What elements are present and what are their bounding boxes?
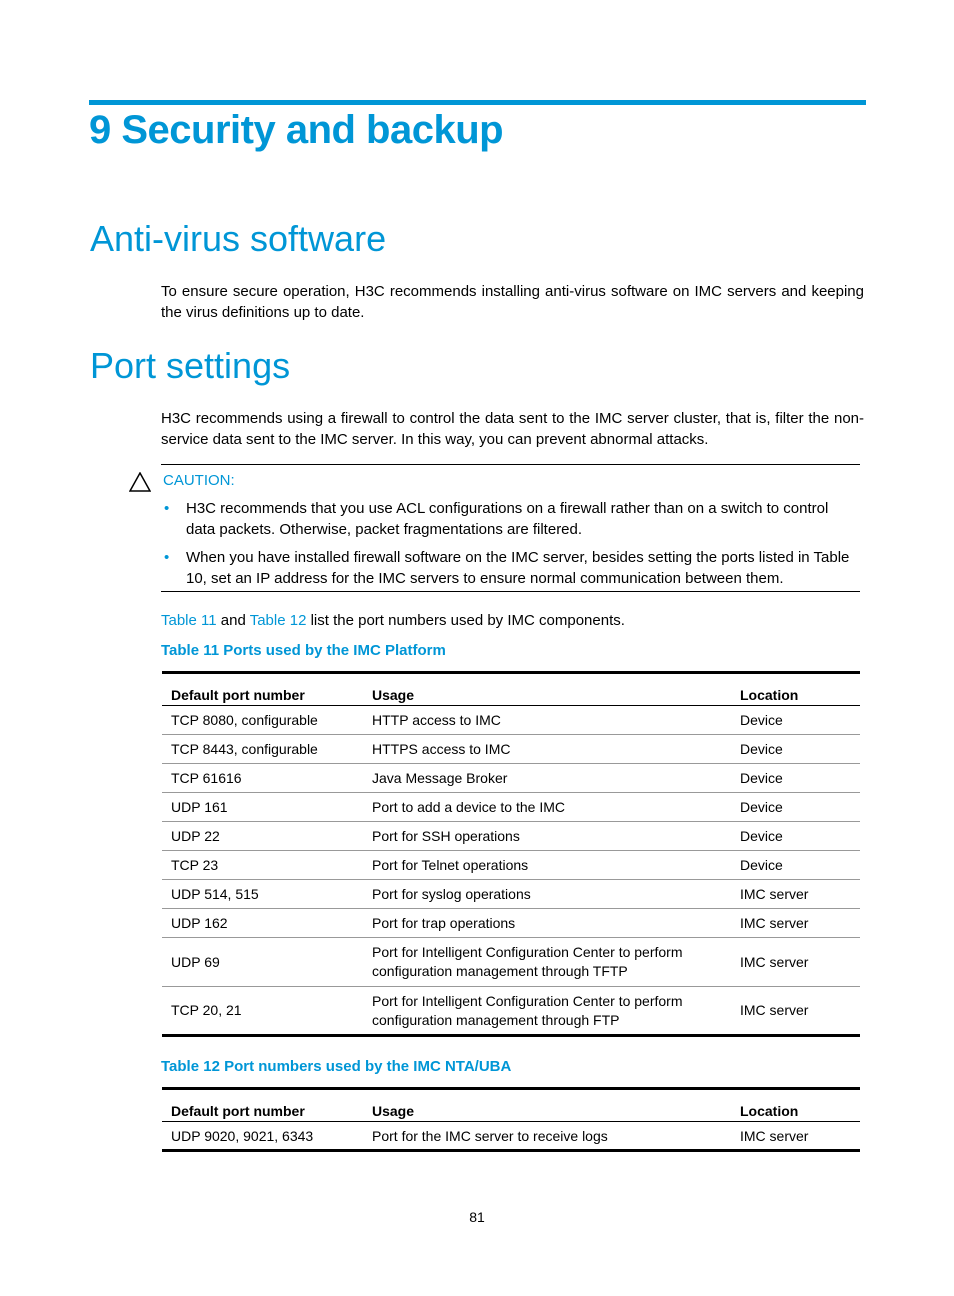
table-cell: Port for Intelligent Configuration Center to perform configuration management through TFTP (363, 938, 731, 987)
caution-item-text: When you have installed firewall software on the IMC server, besides setting the ports listed in Table 10, set an IP address for the IMC servers to ensure normal communication between them. (186, 549, 850, 587)
table-cell: UDP 9020, 9021, 6343 (171, 1127, 314, 1144)
table-reference-paragraph (161, 610, 864, 631)
table-row (162, 851, 860, 880)
column-header: Location (731, 674, 860, 706)
table-cell: UDP 514, 515 (162, 880, 363, 909)
section-heading-antivirus: Anti-virus software (90, 218, 387, 259)
table-cell: IMC server (740, 1127, 809, 1144)
table-cell: Device (731, 851, 860, 880)
column-header: Default port number (162, 674, 363, 706)
table-row (162, 764, 860, 793)
table-cell: Device (731, 793, 860, 822)
table11-bottom-rule (162, 1034, 860, 1037)
table-row (162, 987, 860, 1035)
table-row (162, 880, 860, 909)
ref-rest: list the port numbers used by IMC components. (306, 612, 625, 629)
table-row (162, 822, 860, 851)
table12-link[interactable]: Table 12 (249, 612, 307, 629)
antivirus-paragraph: To ensure secure operation, H3C recommends installing anti-virus software on IMC servers and keeping the virus definitions up to date. (161, 283, 864, 321)
column-header: Location (731, 1090, 860, 1122)
table-cell: Port for SSH operations (363, 822, 731, 851)
bullet-icon: • (164, 500, 170, 517)
caution-label: CAUTION: (163, 472, 235, 489)
table-cell: Device (731, 735, 860, 764)
table-cell: Port for syslog operations (363, 880, 731, 909)
table-cell: Port to add a device to the IMC (363, 793, 731, 822)
table-header-row (162, 1090, 860, 1122)
table-row (162, 793, 860, 822)
table-cell: IMC server (731, 938, 860, 987)
caution-item (161, 498, 860, 540)
table11 (162, 674, 860, 1035)
table-cell: UDP 69 (162, 938, 363, 987)
table-cell: UDP 162 (162, 909, 363, 938)
table-cell: TCP 20, 21 (171, 1002, 242, 1019)
table12-caption: Table 12 Port numbers used by the IMC NTA/UBA (161, 1058, 512, 1075)
table-cell: Port for Telnet operations (363, 851, 731, 880)
table-cell: Device (731, 764, 860, 793)
table12-bottom-rule (162, 1149, 860, 1152)
table-row (162, 706, 860, 735)
column-header: Usage (363, 1090, 731, 1122)
table-header-row (162, 674, 860, 706)
chapter-title: 9 Security and backup (89, 108, 504, 152)
table-cell: TCP 23 (162, 851, 363, 880)
caution-list (161, 498, 860, 596)
table-cell: HTTPS access to IMC (363, 735, 731, 764)
column-header: Default port number (162, 1090, 363, 1122)
caution-item (161, 547, 860, 589)
table-cell: Port for trap operations (363, 909, 731, 938)
table-cell: Device (731, 822, 860, 851)
table-cell: Device (731, 706, 860, 735)
table-cell: UDP 22 (162, 822, 363, 851)
table-cell: UDP 161 (162, 793, 363, 822)
bullet-icon: • (164, 549, 170, 566)
table-cell: HTTP access to IMC (363, 706, 731, 735)
ref-and: and (216, 612, 250, 629)
warning-triangle-icon (129, 472, 151, 492)
section-heading-port-settings: Port settings (90, 345, 291, 386)
column-header: Usage (363, 674, 731, 706)
table-cell: IMC server (731, 909, 860, 938)
table-cell: Java Message Broker (363, 764, 731, 793)
table-cell: IMC server (740, 1002, 809, 1019)
port-settings-paragraph: H3C recommends using a firewall to control the data sent to the IMC server cluster, that is, filter the non-service data sent to the IMC server. In this way, you can prevent abnormal attacks. (161, 410, 864, 448)
table-cell: TCP 61616 (162, 764, 363, 793)
chapter-rule (89, 100, 866, 105)
table-row (162, 938, 860, 987)
table-cell: IMC server (731, 880, 860, 909)
table-cell: TCP 8080, configurable (162, 706, 363, 735)
caution-item-text: H3C recommends that you use ACL configurations on a firewall rather than on a switch to control data packets. Otherwise, packet fragmentations are filtered. (186, 500, 829, 538)
table-cell: Port for Intelligent Configuration Center to perform configuration management through FTP (372, 992, 683, 1028)
table11-link[interactable]: Table 11 (161, 612, 217, 629)
table-cell: Port for the IMC server to receive logs (372, 1127, 608, 1144)
table11-caption: Table 11 Ports used by the IMC Platform (161, 642, 446, 659)
table12 (162, 1090, 860, 1151)
table-row (162, 1122, 860, 1151)
table-row (162, 909, 860, 938)
table-row (162, 735, 860, 764)
table-cell: TCP 8443, configurable (162, 735, 363, 764)
page-number: 81 (469, 1209, 485, 1225)
